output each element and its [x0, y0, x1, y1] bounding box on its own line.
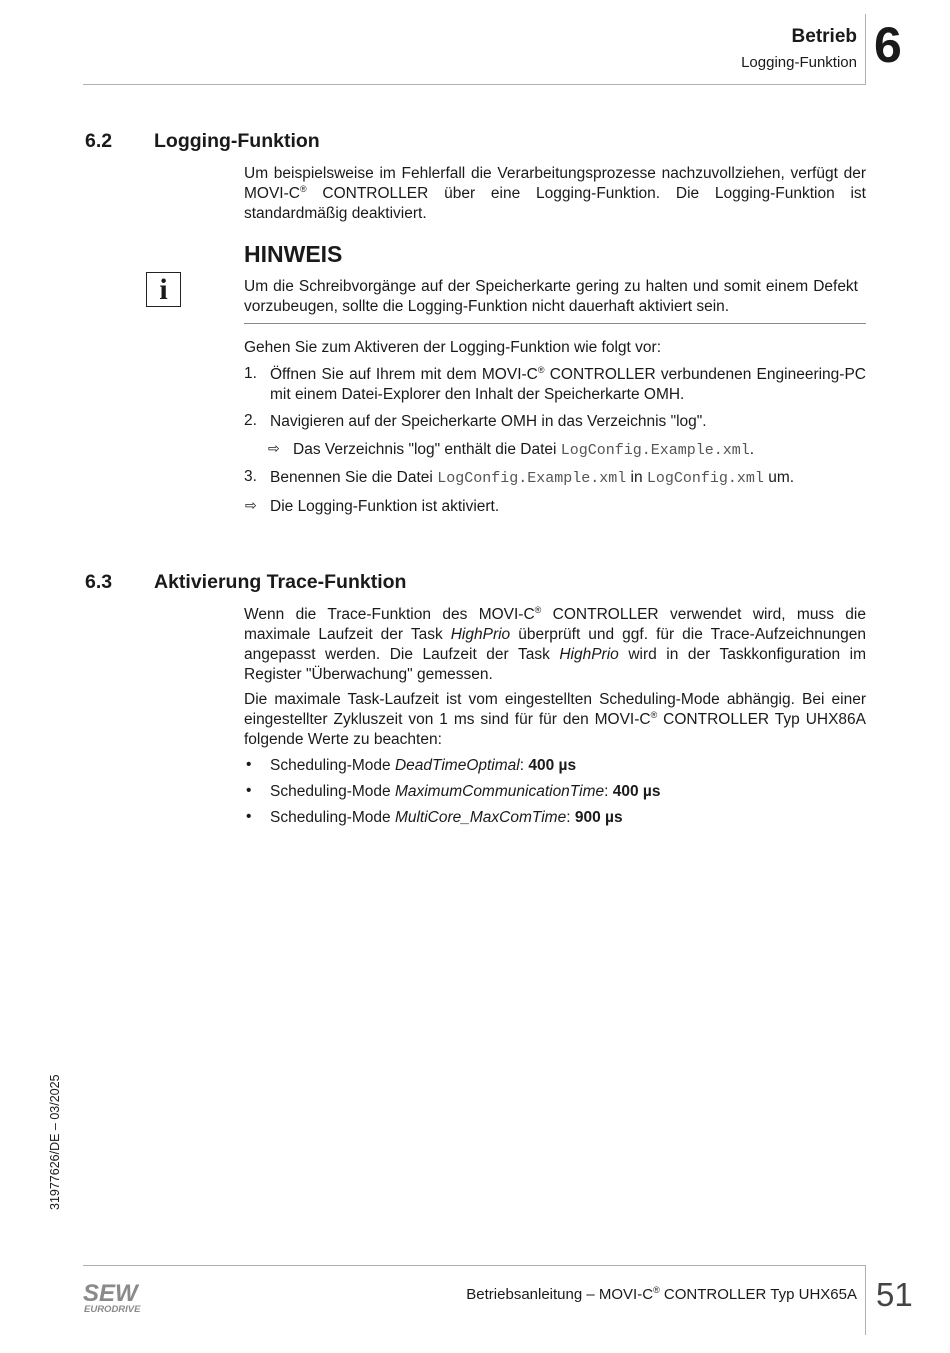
- trace-paragraph-2: Die maximale Task-Laufzeit ist vom eingestellten Scheduling-Mode abhängig. Bei einer eingestellter Zykluszeit von 1 ms sind für für den MOVI-C® CONTROLLER Typ UHX86A folgende Werte zu beachten:: [244, 691, 866, 748]
- running-header-subtitle: Logging-Funktion: [741, 54, 857, 71]
- running-header-title: Betrieb: [791, 26, 857, 47]
- page-number: 51: [876, 1276, 913, 1313]
- footer-divider: [865, 1265, 866, 1335]
- result-text: Das Verzeichnis "log" enthält die Datei LogConfig.Example.xml.: [293, 441, 755, 459]
- chapter-number: 6: [874, 17, 902, 73]
- steps-intro: Gehen Sie zum Aktiveren der Logging-Funktion wie folgt vor:: [244, 339, 662, 356]
- header-divider: [865, 14, 866, 84]
- section-number: 6.2: [85, 130, 113, 152]
- section-number: 6.3: [85, 571, 113, 593]
- trace-paragraph-1: Wenn die Trace-Funktion des MOVI-C® CONTROLLER verwendet wird, muss die maximale Laufzeit der Task HighPrio überprüft und ggf. für die Trace-Aufzeichnungen angepasst werden. Die Laufzeit der Task HighPrio wird in der Taskkonfiguration im Register "Überwachung" gemessen.: [244, 605, 866, 683]
- note-rule: [244, 323, 866, 324]
- step-text: Benennen Sie die Datei LogConfig.Example.xml in LogConfig.xml um.: [270, 469, 795, 487]
- footer-rule: [83, 1265, 866, 1266]
- step-number: 1.: [244, 365, 257, 382]
- footer-document-title: Betriebsanleitung – MOVI-C® CONTROLLER Typ UHX65A: [466, 1285, 857, 1303]
- note-title: HINWEIS: [244, 241, 343, 267]
- result-arrow-icon: ⇨: [245, 497, 257, 513]
- svg-text:EURODRIVE: EURODRIVE: [84, 1304, 141, 1315]
- bullet-icon: •: [246, 808, 252, 825]
- step-number: 2.: [244, 412, 257, 429]
- sew-eurodrive-logo: [83, 1279, 155, 1315]
- header-rule: [83, 84, 866, 85]
- step-text: Navigieren auf der Speicherkarte OMH in das Verzeichnis "log".: [270, 413, 707, 430]
- section-title: Logging-Funktion: [154, 130, 320, 152]
- intro-paragraph: Um beispielsweise im Fehlerfall die Verarbeitungsprozesse nachzuvollziehen, verfügt der MOVI-C® CONTROLLER über eine Logging-Funktion. Die Logging-Funktion ist standardmäßig deaktiviert.: [244, 165, 866, 222]
- bullet-icon: •: [246, 756, 252, 773]
- result-text: Die Logging-Funktion ist aktiviert.: [270, 498, 500, 515]
- result-arrow-icon: ⇨: [268, 440, 280, 456]
- step-number: 3.: [244, 468, 257, 485]
- info-icon: i: [146, 272, 181, 307]
- step-text: Öffnen Sie auf Ihrem mit dem MOVI-C® CONTROLLER verbundenen Engineering-PC mit einem Datei-Explorer den Inhalt der Speicherkarte OMH.: [270, 365, 866, 403]
- document-code: 31977626/DE – 03/2025: [48, 1074, 62, 1210]
- note-text: Um die Schreibvorgänge auf der Speicherkarte gering zu halten und somit einem Defekt vorzubeugen, sollte die Logging-Funktion nicht dauerhaft aktiviert sein.: [244, 278, 858, 315]
- svg-text:SEW: SEW: [83, 1280, 138, 1307]
- bullet-icon: •: [246, 782, 252, 799]
- section-title: Aktivierung Trace-Funktion: [154, 571, 407, 593]
